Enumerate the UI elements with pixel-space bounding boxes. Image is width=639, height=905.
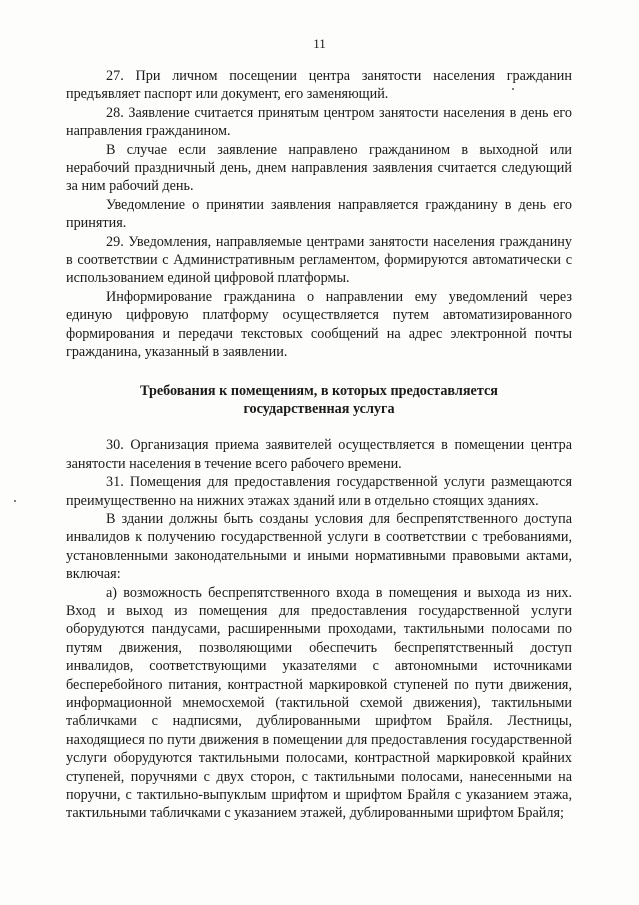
paragraph-28-holiday: В случае если заявление направлено гражданином в выходной или нерабочий праздничный день, днем направления заявления считается следующий за ним рабочий день.: [66, 141, 572, 195]
page-number: 11: [313, 36, 326, 51]
section-heading: Требования к помещениям, в которых предоставляется государственная услуга: [140, 382, 498, 417]
scan-speck: [512, 88, 514, 90]
paragraph-28-notice: Уведомление о принятии заявления направляется гражданину в день его принятия.: [66, 196, 572, 232]
paragraph-31-item-a: а) возможность беспрепятственного входа в помещения и выхода из них. Вход и выход из помещения для предоставления государственной услуги оборудуются пандусами, расширенными проходами, тактильными полосами по путям движения, позволяющими обеспечить беспрепятственный доступ инвалидов, соответствующими указателями с автономными источниками бесперебойного питания, контрастной маркировкой ступеней по пути движения, информационной мнемосхемой (тактильной схемой движения), тактильными табличками с надписями, дублированными шрифтом Брайля. Лестницы, находящиеся по пути движения в помещении для предоставления государственной услуги оборудуются тактильными полосами, контрастной маркировкой крайних ступеней, поручнями с двух сторон, с тактильными полосами, нанесенными на поручни, с тактильно-выпуклым шрифтом и шрифтом Брайля с указанием этажа, тактильными табличками с указанием этажей, дублированными шрифтом Брайля;: [66, 584, 572, 822]
paragraph-29-informing: Информирование гражданина о направлении ему уведомлений через единую цифровую платформу осуществляется путем автоматизированного формирования и передачи текстовых сообщений на адрес электронной почты гражданина, указанный в заявлении.: [66, 288, 572, 361]
paragraph-30: 30. Организация приема заявителей осуществляется в помещении центра занятости населения в течение всего рабочего времени.: [66, 437, 572, 472]
paragraph-31-access: В здании должны быть созданы условия для беспрепятственного доступа инвалидов к получению государственной услуги в соответствии с требованиями, установленными законодательными и иными нормативными правовыми актами, включая:: [66, 510, 572, 583]
paragraph-27: 27. При личном посещении центра занятости населения гражданин предъявляет паспорт или документ, его заменяющий.: [66, 68, 572, 103]
paragraph-31: 31. Помещения для предоставления государственной услуги размещаются преимущественно на нижних этажах зданий или в отдельно стоящих зданиях.: [66, 474, 572, 509]
scan-speck: [14, 500, 16, 502]
document-body: [66, 67, 572, 823]
paragraph-28: 28. Заявление считается принятым центром занятости населения в день его направления гражданином.: [66, 104, 572, 140]
paragraph-29: 29. Уведомления, направляемые центрами занятости населения гражданину в соответствии с Административным регламентом, формируются автоматически с использованием единой цифровой платформы.: [66, 233, 572, 287]
